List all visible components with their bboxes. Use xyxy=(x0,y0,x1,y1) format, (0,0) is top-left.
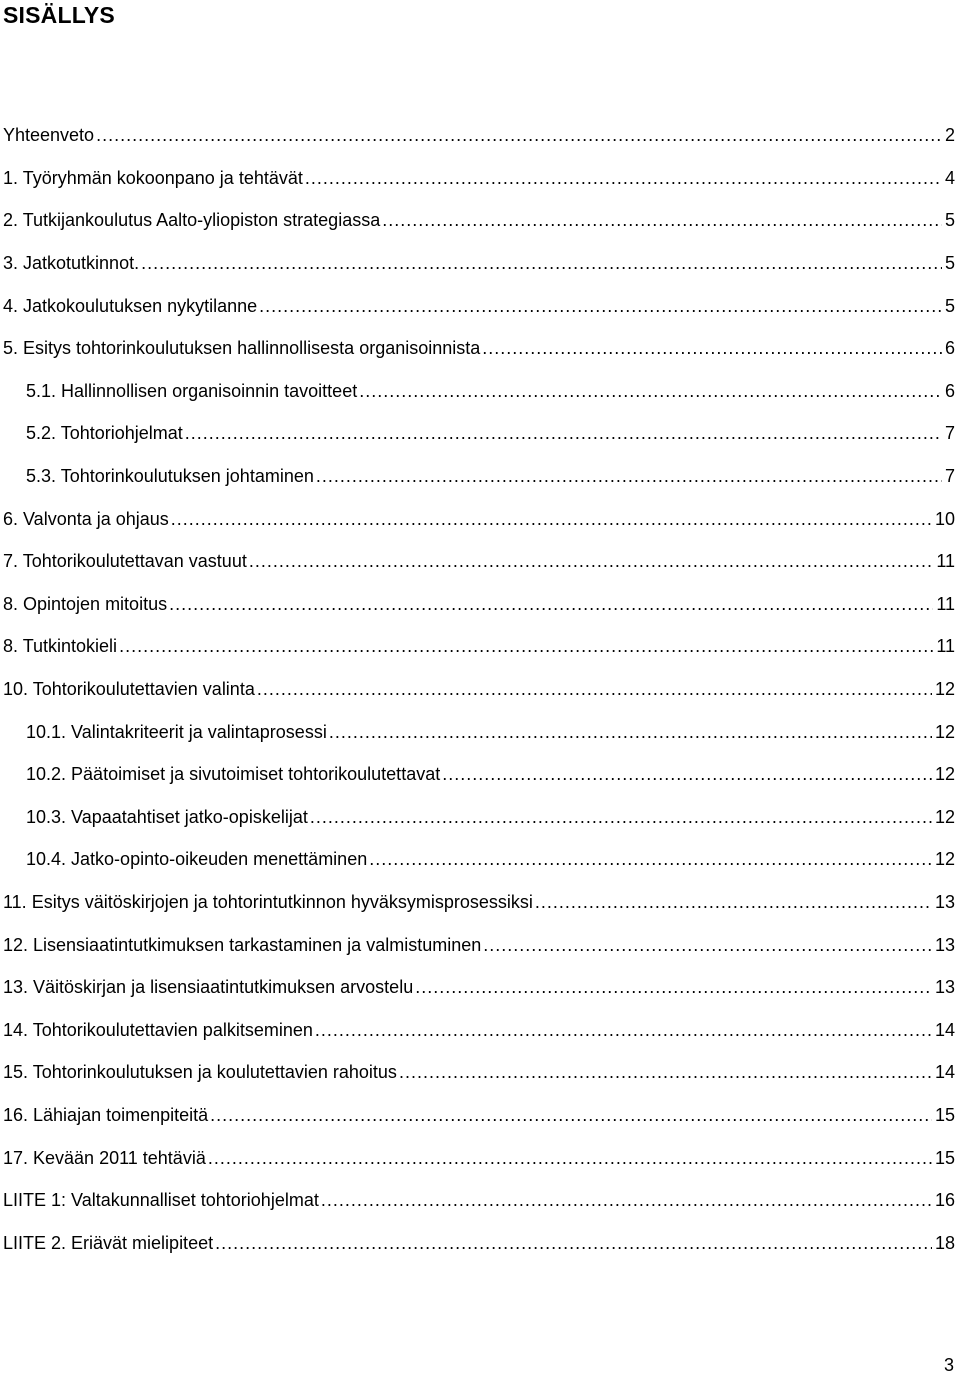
table-of-contents xyxy=(0,114,960,1264)
toc-entry[interactable] xyxy=(0,327,960,370)
toc-entry-label: 17. Kevään 2011 tehtäviä xyxy=(3,1147,206,1168)
toc-entry[interactable] xyxy=(0,838,960,881)
toc-entry-label: 10. Tohtorikoulutettavien valinta xyxy=(3,679,255,700)
toc-entry-page-number: 7 xyxy=(944,423,955,444)
dot-leader xyxy=(185,421,942,445)
dot-leader xyxy=(257,677,932,701)
toc-entry-page-number: 13 xyxy=(934,977,955,998)
toc-entry-label: 12. Lisensiaatintutkimuksen tarkastaminen ja valmistuminen xyxy=(3,934,482,955)
dot-leader xyxy=(382,208,942,232)
toc-entry-page-number: 7 xyxy=(944,466,955,487)
dot-leader xyxy=(310,805,932,829)
toc-entry[interactable] xyxy=(0,242,960,285)
dot-leader xyxy=(171,507,932,531)
toc-entry-label: 8. Opintojen mitoitus xyxy=(3,593,168,614)
toc-entry-page-number: 14 xyxy=(934,1019,955,1040)
toc-entry-label: 5.3. Tohtorinkoulutuksen johtaminen xyxy=(26,466,314,487)
toc-entry[interactable] xyxy=(0,966,960,1009)
toc-entry[interactable] xyxy=(0,923,960,966)
toc-entry[interactable] xyxy=(0,1051,960,1094)
toc-entry[interactable] xyxy=(0,668,960,711)
toc-entry[interactable] xyxy=(0,796,960,839)
dot-leader xyxy=(315,1018,932,1042)
dot-leader xyxy=(210,1103,932,1127)
toc-entry[interactable] xyxy=(0,412,960,455)
toc-entry-label: 10.3. Vapaatahtiset jatko-opiskelijat xyxy=(26,806,308,827)
toc-entry-label: 10.4. Jatko-opinto-oikeuden menettäminen xyxy=(26,849,368,870)
toc-entry[interactable] xyxy=(0,199,960,242)
dot-leader xyxy=(305,166,942,190)
toc-entry-page-number: 15 xyxy=(934,1104,955,1125)
toc-entry[interactable] xyxy=(0,710,960,753)
dot-leader xyxy=(359,379,942,403)
dot-leader xyxy=(369,847,932,871)
toc-entry-label: 3. Jatkotutkinnot. xyxy=(3,253,140,274)
dot-leader xyxy=(482,336,942,360)
dot-leader xyxy=(483,933,932,957)
toc-entry-label: 8. Tutkintokieli xyxy=(3,636,118,657)
dot-leader xyxy=(321,1188,932,1212)
toc-entry-label: 4. Jatkokoulutuksen nykytilanne xyxy=(3,295,258,316)
dot-leader xyxy=(96,123,942,147)
toc-entry-page-number: 12 xyxy=(934,849,955,870)
toc-entry[interactable] xyxy=(0,284,960,327)
toc-entry-label: 15. Tohtorinkoulutuksen ja koulutettavien rahoitus xyxy=(3,1062,397,1083)
toc-entry-label: 7. Tohtorikoulutettavan vastuut xyxy=(3,551,247,572)
toc-entry-label: LIITE 2. Eriävät mielipiteet xyxy=(3,1232,214,1253)
dot-leader xyxy=(208,1146,932,1170)
toc-entry-page-number: 12 xyxy=(934,679,955,700)
toc-entry-label: 16. Lähiajan toimenpiteitä xyxy=(3,1104,209,1125)
toc-entry-label: Yhteenveto xyxy=(3,125,95,146)
toc-entry[interactable] xyxy=(0,1136,960,1179)
toc-entry-label: 10.1. Valintakriteerit ja valintaprosessi xyxy=(26,721,327,742)
dot-leader xyxy=(399,1060,932,1084)
toc-entry-page-number: 11 xyxy=(936,636,955,657)
toc-entry-label: 14. Tohtorikoulutettavien palkitseminen xyxy=(3,1019,313,1040)
toc-entry-page-number: 6 xyxy=(944,338,955,359)
dot-leader xyxy=(249,549,933,573)
dot-leader xyxy=(329,720,932,744)
dot-leader xyxy=(316,464,942,488)
toc-entry-label: 1. Työryhmän kokoonpano ja tehtävät xyxy=(3,167,303,188)
dot-leader xyxy=(415,975,932,999)
toc-entry-page-number: 2 xyxy=(944,125,955,146)
toc-entry[interactable] xyxy=(0,370,960,413)
dot-leader xyxy=(141,251,942,275)
toc-entry[interactable] xyxy=(0,1221,960,1264)
toc-entry-page-number: 18 xyxy=(934,1232,955,1253)
toc-entry[interactable] xyxy=(0,455,960,498)
toc-entry[interactable] xyxy=(0,753,960,796)
toc-entry-page-number: 16 xyxy=(934,1190,955,1211)
toc-entry-label: 5. Esitys tohtorinkoulutuksen hallinnollisesta organisoinnista xyxy=(3,338,481,359)
page-number: 3 xyxy=(943,1355,954,1375)
dot-leader xyxy=(215,1231,932,1255)
toc-entry-page-number: 13 xyxy=(934,891,955,912)
toc-entry-page-number: 14 xyxy=(934,1062,955,1083)
toc-entry[interactable] xyxy=(0,583,960,626)
toc-entry[interactable] xyxy=(0,1094,960,1137)
toc-entry-page-number: 5 xyxy=(944,253,955,274)
toc-entry[interactable] xyxy=(0,540,960,583)
dot-leader xyxy=(442,762,932,786)
dot-leader xyxy=(119,634,933,658)
toc-entry-page-number: 5 xyxy=(944,295,955,316)
toc-entry-label: 13. Väitöskirjan ja lisensiaatintutkimuksen arvostelu xyxy=(3,977,414,998)
toc-entry-page-number: 4 xyxy=(944,167,955,188)
toc-entry-page-number: 11 xyxy=(936,551,955,572)
toc-entry-page-number: 10 xyxy=(934,508,955,529)
toc-entry-page-number: 12 xyxy=(934,721,955,742)
toc-entry[interactable] xyxy=(0,114,960,157)
page-title: SISÄLLYS xyxy=(3,2,115,28)
toc-entry-page-number: 12 xyxy=(934,764,955,785)
toc-entry-label: 2. Tutkijankoulutus Aalto-yliopiston strategiassa xyxy=(3,210,381,231)
toc-entry[interactable] xyxy=(0,1008,960,1051)
dot-leader xyxy=(535,890,932,914)
dot-leader xyxy=(169,592,933,616)
toc-entry-page-number: 13 xyxy=(934,934,955,955)
toc-entry-label: 5.1. Hallinnollisen organisoinnin tavoitteet xyxy=(26,380,358,401)
toc-entry-label: 6. Valvonta ja ohjaus xyxy=(3,508,169,529)
toc-entry-page-number: 15 xyxy=(934,1147,955,1168)
toc-entry-label: 5.2. Tohtoriohjelmat xyxy=(26,423,183,444)
toc-entry[interactable] xyxy=(0,625,960,668)
toc-entry[interactable] xyxy=(0,497,960,540)
toc-entry[interactable] xyxy=(0,157,960,200)
toc-entry-label: LIITE 1: Valtakunnalliset tohtoriohjelmat xyxy=(3,1190,319,1211)
toc-entry-label: 10.2. Päätoimiset ja sivutoimiset tohtorikoulutettavat xyxy=(26,764,441,785)
toc-entry-page-number: 5 xyxy=(944,210,955,231)
toc-entry-label: 11. Esitys väitöskirjojen ja tohtorintutkinnon hyväksymisprosessiksi xyxy=(3,891,533,912)
toc-entry-page-number: 12 xyxy=(934,806,955,827)
toc-entry[interactable] xyxy=(0,881,960,924)
toc-entry-page-number: 11 xyxy=(936,593,955,614)
dot-leader xyxy=(259,294,942,318)
toc-entry[interactable] xyxy=(0,1179,960,1222)
toc-entry-page-number: 6 xyxy=(944,380,955,401)
